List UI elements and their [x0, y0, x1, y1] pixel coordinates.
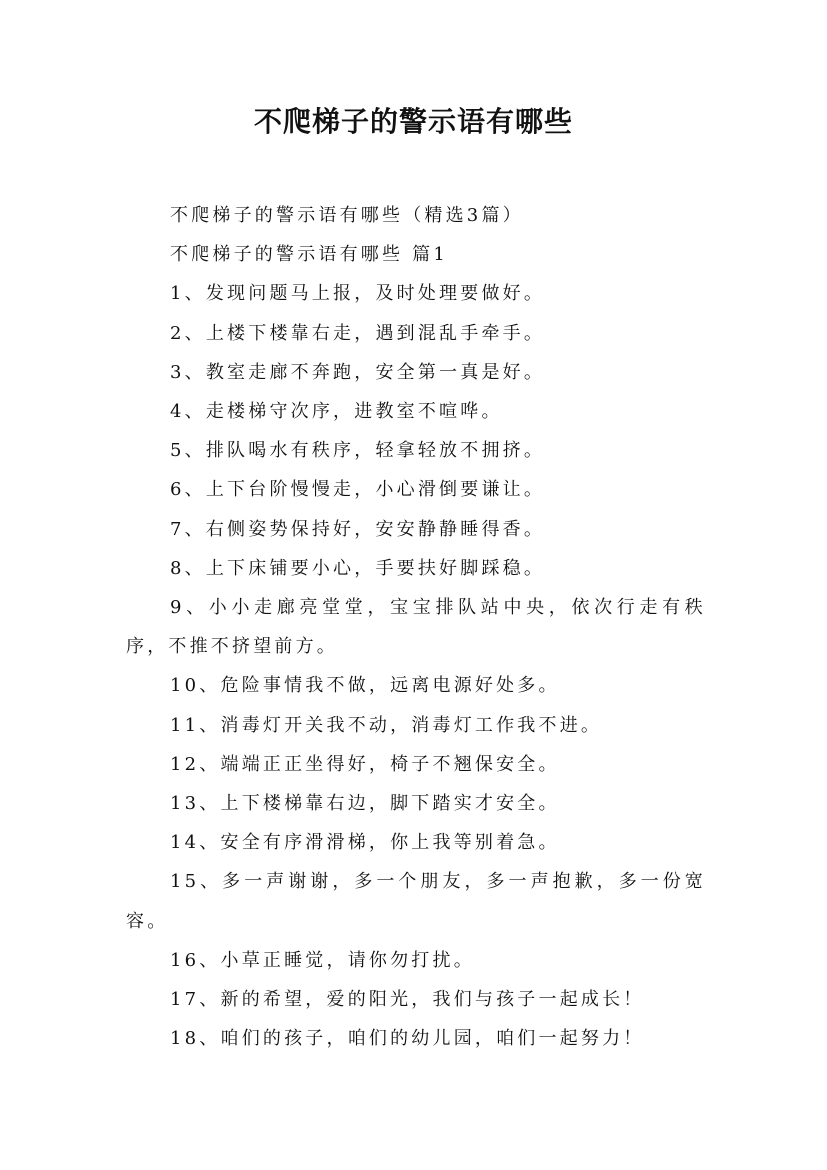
paragraph-section-heading: 不爬梯子的警示语有哪些 篇1 [170, 244, 448, 266]
paragraph-item: 15、多一声谢谢，多一个朋友，多一声抱歉，多一份宽容。 [126, 871, 706, 932]
document-title: 不爬梯子的警示语有哪些 [253, 105, 573, 138]
paragraph-item: 2、上楼下楼靠右走，遇到混乱手牵手。 [170, 322, 546, 344]
paragraph-item: 6、上下台阶慢慢走，小心滑倒要谦让。 [170, 479, 546, 501]
paragraph-item: 4、走楼梯守次序，进教室不喧哗。 [170, 401, 503, 423]
paragraph-item: 3、教室走廊不奔跑，安全第一真是好。 [170, 361, 546, 383]
paragraph-item: 12、端端正正坐得好，椅子不翘保安全。 [170, 753, 560, 775]
paragraph-item: 8、上下床铺要小心，手要扶好脚踩稳。 [170, 557, 546, 579]
paragraph-item: 18、咱们的孩子，咱们的幼儿园，咱们一起努力！ [170, 1028, 645, 1050]
paragraph-item: 7、右侧姿势保持好，安安静静睡得香。 [170, 518, 546, 540]
paragraph-item: 17、新的希望，爱的阳光，我们与孩子一起成长！ [170, 989, 645, 1011]
paragraph-item: 13、上下楼梯靠右边，脚下踏实才安全。 [170, 793, 560, 815]
paragraph-item: 9、小小走廊亮堂堂，宝宝排队站中央，依次行走有秩序，不推不挤望前方。 [126, 597, 706, 658]
document-body [126, 196, 706, 1058]
paragraph-subtitle: 不爬梯子的警示语有哪些（精选3篇） [170, 205, 524, 226]
paragraph-item: 1、发现问题马上报，及时处理要做好。 [170, 283, 546, 305]
paragraph-item: 5、排队喝水有秩序，轻拿轻放不拥挤。 [170, 440, 546, 462]
paragraph-item: 16、小草正睡觉，请你勿打扰。 [170, 949, 475, 971]
paragraph-item: 11、消毒灯开关我不动，消毒灯工作我不进。 [170, 714, 603, 736]
paragraph-item: 14、安全有序滑滑梯，你上我等别着急。 [170, 832, 560, 854]
paragraph-item: 10、危险事情我不做，远离电源好处多。 [170, 675, 560, 697]
